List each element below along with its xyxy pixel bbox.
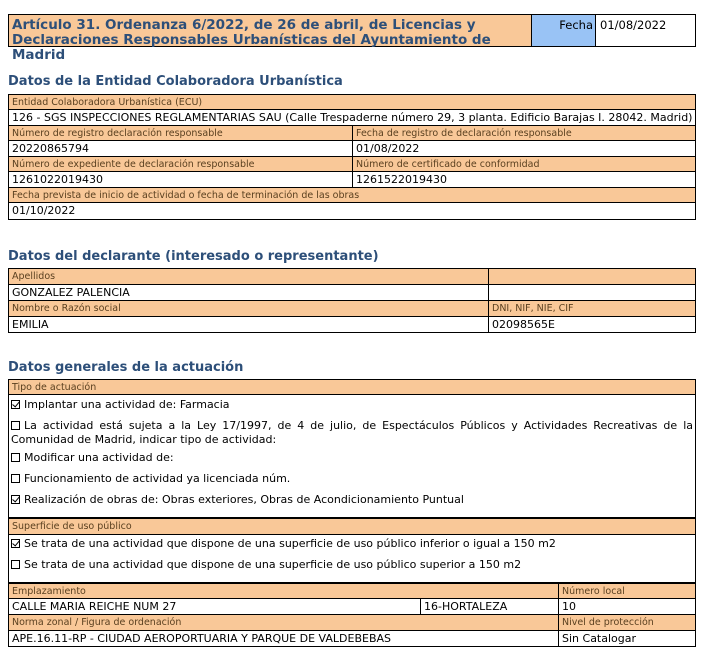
emplazamiento-value: CALLE MARIA REICHE NUM 27 — [8, 598, 421, 615]
emplazamiento-label: Emplazamiento — [8, 583, 559, 599]
superficie-option: Se trata de una actividad que dispone de una superficie de uso público inferior o igual a 150 m2 — [11, 537, 691, 551]
apellidos-label: Apellidos — [8, 268, 489, 285]
nombre-label: Nombre o Razón social — [8, 300, 489, 317]
registro-label: Número de registro declaración responsable — [8, 125, 353, 141]
tipo-option: Modificar una actividad de: — [11, 451, 691, 465]
distrito-value: 16-HORTALEZA — [420, 598, 559, 615]
checkbox-checked-icon — [11, 495, 20, 504]
superficie-label: Superficie de uso público — [8, 518, 696, 535]
checkbox-empty-icon — [11, 421, 20, 430]
checkbox-empty-icon — [11, 560, 20, 569]
checkbox-checked-icon — [11, 539, 20, 548]
certificado-value: 1261522019430 — [352, 171, 696, 188]
certificado-label: Número de certificado de conformidad — [352, 156, 696, 172]
checkbox-empty-icon — [11, 474, 20, 483]
nivel-proteccion-label: Nivel de protección — [558, 614, 696, 631]
checkbox-checked-icon — [11, 400, 20, 409]
tipo-option: Funcionamiento de actividad ya licenciada núm. — [11, 472, 691, 486]
tipo-option: Realización de obras de: Obras exteriores, Obras de Acondicionamiento Puntual — [11, 493, 691, 507]
dni-label: DNI, NIF, NIE, CIF — [488, 300, 696, 317]
numero-local-value: 10 — [558, 598, 696, 615]
ecu-label: Entidad Colaboradora Urbanística (ECU) — [8, 94, 696, 110]
fecha-inicio-value: 01/10/2022 — [8, 202, 696, 220]
expediente-label: Número de expediente de declaración responsable — [8, 156, 353, 172]
fecha-value: 01/08/2022 — [595, 14, 696, 47]
apellidos-value-blank — [488, 284, 696, 301]
fecha-label: Fecha — [531, 14, 596, 47]
tipo-option: La actividad está sujeta a la Ley 17/1997, de 4 de julio, de Espectáculos Públicos y Actividades Recreativas de la Comunidad de Madrid, indicar tipo de actividad: — [11, 419, 693, 446]
nivel-proteccion-value: Sin Catalogar — [558, 630, 696, 647]
ecu-value: 126 - SGS INSPECCIONES REGLAMENTARIAS SAU (Calle Trespaderne número 29, 3 planta. Edificio Barajas I. 28042. Madrid) — [8, 109, 696, 126]
fecha-registro-value: 01/08/2022 — [352, 140, 696, 157]
apellidos-label-blank — [488, 268, 696, 285]
document-title: Artículo 31. Ordenanza 6/2022, de 26 de abril, de Licencias y Declaraciones Responsables Urbanísticas del Ayuntamiento de Madrid — [8, 14, 532, 47]
superficie-option: Se trata de una actividad que dispone de una superficie de uso público superior a 150 m2 — [11, 558, 691, 572]
tipo-option: Implantar una actividad de: Farmacia — [11, 398, 691, 412]
apellidos-value: GONZALEZ PALENCIA — [8, 284, 489, 301]
actuacion-section-title: Datos generales de la actuación — [8, 360, 244, 375]
checkbox-empty-icon — [11, 453, 20, 462]
fecha-inicio-label: Fecha prevista de inicio de actividad o fecha de terminación de las obras — [8, 187, 696, 203]
numero-local-label: Número local — [558, 583, 696, 599]
norma-zonal-label: Norma zonal / Figura de ordenación — [8, 614, 559, 631]
dni-value: 02098565E — [488, 316, 696, 333]
nombre-value: EMILIA — [8, 316, 489, 333]
fecha-registro-label: Fecha de registro de declaración responsable — [352, 125, 696, 141]
norma-zonal-value: APE.16.11-RP - CIUDAD AEROPORTUARIA Y PARQUE DE VALDEBEBAS — [8, 630, 559, 647]
expediente-value: 1261022019430 — [8, 171, 353, 188]
declarante-section-title: Datos del declarante (interesado o representante) — [8, 249, 379, 264]
tipo-actuacion-label: Tipo de actuación — [8, 379, 696, 395]
registro-value: 20220865794 — [8, 140, 353, 157]
ecu-section-title: Datos de la Entidad Colaboradora Urbanística — [8, 74, 343, 89]
